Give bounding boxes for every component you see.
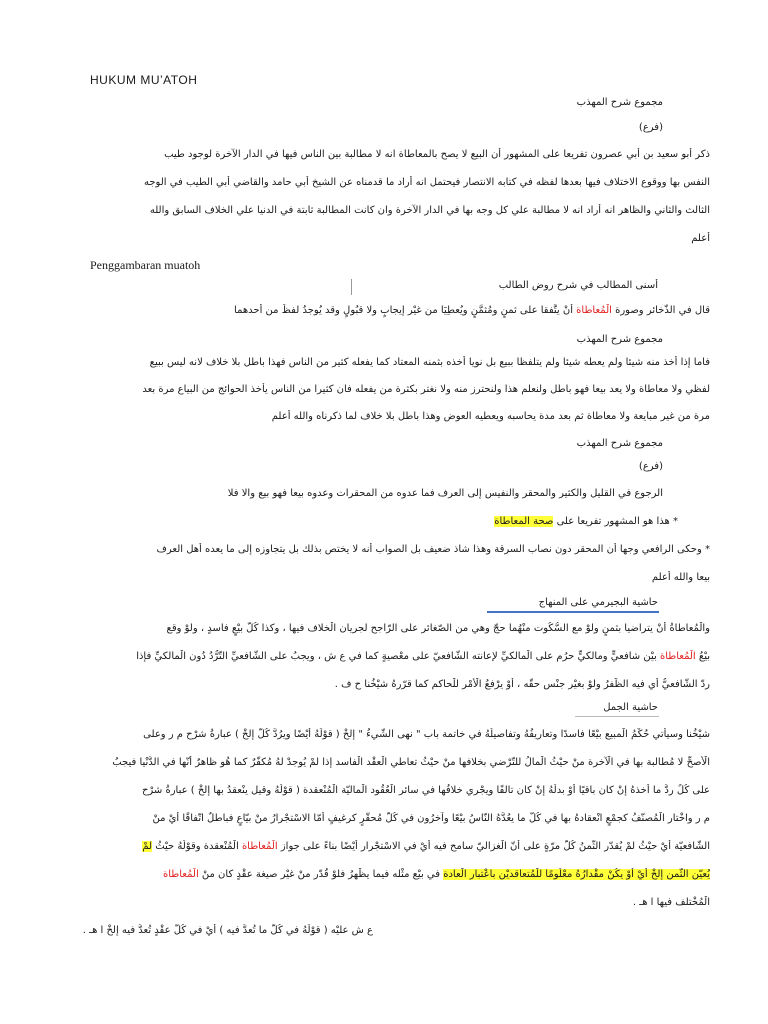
- text-span: الشّافعيّة أيْ حيْثُ لمْ يُقدّر الثّمنُ كُلّ مرّةٍ على أنّ الْغزاليّ سامح فيه أيْ في الاسْتجْرار أيْضًا بناءً على جواز: [277, 841, 710, 852]
- text-span: بيْن شافعيٍّ ومالكيٍّ حرُم على الْمالكيِّ لإعانته الشّافعيّ على معْصيةٍ كما في ع ش ، ويجبُ على الشّافعيِّ التّرُّدُ دُون الْمالكيِّ فإذا: [136, 651, 660, 662]
- source-heading: مجموع شرح المهذب: [576, 334, 663, 345]
- text-span: أنْ يتَّفقا على ثمنٍ ومُثمَّنٍ ويُعطِيَا من غيْر إيجابٍ ولا قبُولٍ وقد يُوجدُ لفظٌ من أحدهما: [234, 305, 577, 316]
- highlighted-term: الْمُعاطاة: [576, 305, 612, 316]
- paragraph-line: الْأصحِّ لا مُطالبة بها في الْآخرة منْ حيْثُ الْمالُ للتّرْضي بخلافها منْ حيْثُ تعاطي الْعقْد الْفاسد إذا لمْ يُوجدْ لهُ مُكفّرٌ كما هُو ظاهرٌ أنّها في الدُّنْيا فيجبُ: [112, 757, 710, 768]
- paragraph-line: ردّ الشّافعيُّ أي فيه الظّفرُ ولوْ بغيْر جنْس حقّه ، أوْ يرْفعُ الْأمْر للْحاكم كما قرّرهُ شيْخُنا ح ف .: [334, 679, 710, 690]
- paragraph-line: الرجوع في القليل والكثير والمحقر والنفيس إلى العرف فما عدوه من المحقرات وعدوه بيعا فهو بيع والا فلا: [227, 488, 663, 499]
- source-heading-jamal: حاشية الجمل: [603, 702, 658, 713]
- far-heading: (فرع): [638, 122, 663, 133]
- paragraph-line: ع ش عليْه ( قوْلُهُ في كُلّ ما تُعدُّ فيه ) أيْ في كُلّ عقْدٍ تُعدُّ فيه إلخْ ا هـ .: [82, 925, 373, 936]
- paragraph-line: والْمُعاطاةُ أنْ يتراضيا بثمنٍ ولوْ مع السُّكُوت منْهُما حجّ وهي من الصّغائر على الرّاجح لجريان الْخلاف فيها ، وكذا كُلُّ بيْعٍ فاسدٍ ، ولوْ وقع: [166, 623, 710, 634]
- paragraph-line: لفظي ولا معاطاة ولا يعد بيعا فهو باطل ولنعلم هذا ولنحترز منه ولا نغتر بكثرة من يفعله فان كثيرا من الناس يأخذ الحوائج من البياع مرة بعد: [142, 384, 710, 395]
- text-span: قال في الذَّخائر وصورة: [611, 305, 710, 316]
- underline-divider: [487, 611, 659, 613]
- paragraph-line: أعلم: [691, 233, 710, 244]
- paragraph-line: الثالث والثاني والظاهر انه أراد انه لا مطالبة علي كل وجه بها في الدار الآخرة وان كانت المطالبة ثابتة في الدنيا علي الخلاف السابق والله: [149, 205, 710, 216]
- paragraph-line: فاما إذا أخذ منه شيئا ولم يعطه شيئا ولم يتلفظا ببيع بل نويا أخذه بثمنه المعتاد كما يفعله كثير من الناس فهذا باطل بلا خلاف لانه ليس ببيع: [149, 357, 710, 368]
- paragraph-line: الْمُخْتلف فيها ا هـ .: [632, 897, 710, 908]
- text-span: الْمُنْعقدة وقوْلُهُ حيْثُ: [152, 841, 242, 852]
- far-heading: (فرع): [638, 461, 663, 472]
- text-span: * هذا هو المشهور تفريعا على: [553, 516, 678, 527]
- highlighted-term: يُعيّن الثّمن إلخْ أيْ أوْ يكُنْ مقْدارُهُ معْلُومًا للْمُتعاقديْن باعْتبار الْعادة: [443, 869, 710, 880]
- text-span: بيْعُ: [695, 651, 710, 662]
- paragraph-line: مرة من غير مبايعة ولا معاطاة ثم بعد مدة يحاسبه ويعطيه العوض وهذا باطل بلا خلاف لما ذكرناه والله أعلم: [271, 411, 710, 422]
- highlighted-term: الْمُعاطاة: [659, 651, 696, 662]
- paragraph-line: * وحكى الرافعي وجها أن المحقر دون نصاب السرقة وهذا شاذ ضعيف بل الصواب أنه لا يختص بذلك بل يتجاوزه إلى ما يعده أهل العرف: [156, 544, 710, 555]
- paragraph-line: [78, 515, 678, 529]
- paragraph-line: ذكر أبو سعيد بن أبي عصرون تفريعا على المشهور أن البيع لا يصح بالمعاطاة انه لا مطالبة بين الناس فيها في الدار الآخرة لوجود طيب: [164, 149, 710, 160]
- document-title: HUKUM MU’ATOH: [90, 73, 198, 87]
- paragraph-line: [60, 650, 710, 664]
- paragraph-line: بيعا والله أعلم: [651, 572, 710, 583]
- text-span: في بيْع مثْله فيما يظْهرُ فلوْ قُدّر منْ غيْر صيغة عقْدٍ كان منْ: [198, 869, 444, 880]
- highlighted-term: الْمُعاطاة: [241, 841, 278, 852]
- highlighted-term: لمْ: [142, 841, 153, 852]
- paragraph-line: [60, 840, 710, 854]
- paragraph-line: [60, 868, 710, 882]
- source-heading: مجموع شرح المهذب: [576, 438, 663, 449]
- highlighted-term: صحة المعاطاة: [494, 516, 554, 527]
- paragraph-line: شيْخُنا وسيأْتي حُكْمُ الْمبيع بيْعًا فاسدًا وتعاريفُهُ وتفاصيلُهُ في خاتمة باب " نهى الشّيءُ " إلخْ ( قوْلُهُ أيْضًا ويرُدُّ كُلّ إلخْ ) عبارةُ شرْح م ر وعلى: [143, 729, 710, 740]
- underline-divider: [575, 716, 659, 717]
- highlighted-term: الْمُعاطاة: [163, 869, 199, 880]
- source-heading-bujairimi: حاشية البجيرمي على المنهاج: [538, 597, 658, 608]
- source-heading: مجموع شرح المهذب: [576, 97, 663, 108]
- source-heading-asna: أسنى المطالب في شرح روض الطالب: [351, 279, 658, 295]
- paragraph-line: على كُلٍّ ردُّ ما أخذهُ إنْ كان باقيًا أوْ بدلُهُ إنْ كان تالفًا ويجْري خلافُها في سائر الْعُقُود الْماليّة الْمُنْعقدة ( قوْلُهُ وقيل ينْعقدُ بها إلخْ ) عبارةُ شرْح: [141, 785, 710, 796]
- paragraph-line: م ر واخْتار الْمُصنّفُ كجمْعٍ انْعقادهُ بها في كُلّ ما يعُدُّهُ النّاسُ بيْعًا وآخرُون في كُلّ مُحقّرٍ كرغيفٍ أمّا الاسْتجْرارُ منْ بيّاعٍ فباطلٌ اتّفاقًا أيْ منْ: [152, 813, 710, 824]
- paragraph-line: [70, 304, 710, 318]
- paragraph-line: النفس بها ووقوع الاختلاف فيها بعدها لفظه في كتابه الانتصار فيحتمل انه أراد ما قدمناه عن الشيخ أبي حامد والقاضي أبي الطيب في الوجه: [143, 177, 710, 188]
- subheading-penggambaran: Penggambaran muatoh: [90, 258, 201, 272]
